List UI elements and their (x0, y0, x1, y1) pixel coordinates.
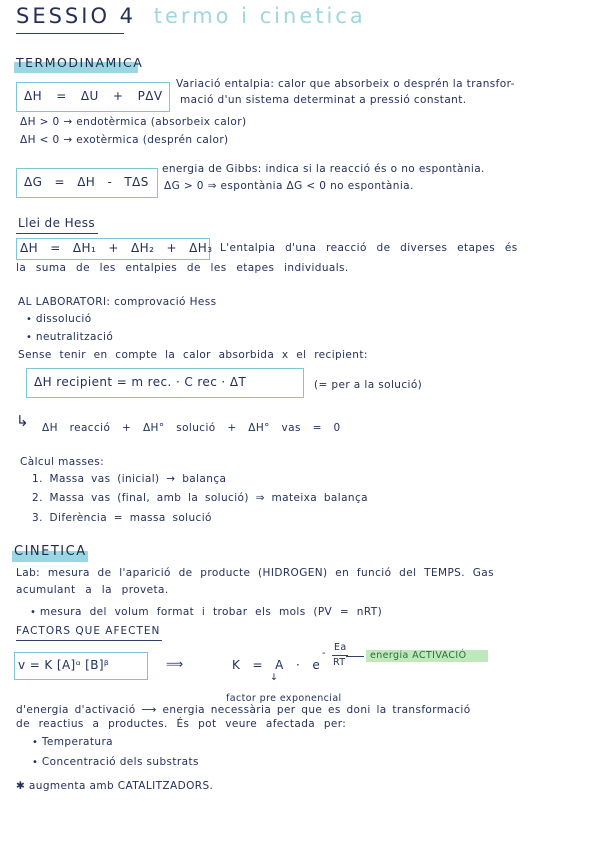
bullet-dot-icon: • (32, 737, 42, 748)
factor-concentration (32, 756, 199, 768)
energy-activation-label: energia ACTIVACIÓ (370, 650, 467, 661)
session-title (16, 4, 366, 28)
factor-temperature-text: Temperatura (41, 736, 114, 748)
cinetica-heading: CINETICA (14, 544, 87, 559)
prefactor-arrow-icon: ↓ (270, 672, 279, 683)
title-underline (16, 33, 124, 34)
bullet-dot-icon: • (26, 314, 36, 325)
session-label: SESSIO 4 (16, 4, 137, 28)
cinetica-bullet (30, 606, 382, 618)
termo-heading: TERMODINAMICA (16, 55, 144, 70)
bullet-dot-icon: • (32, 757, 42, 768)
bullet-dot-icon: • (26, 332, 36, 343)
hess-underline (16, 233, 98, 234)
masses-heading: Càlcul masses: (20, 456, 105, 468)
hess-formula: ΔH = ΔH₁ + ΔH₂ + ΔH₃ (20, 241, 213, 255)
mass-step-3: 3. Diferència = massa solució (32, 512, 212, 524)
arrow-hook-icon: ↳ (16, 412, 29, 430)
recipient-formula: ΔH recipient = m rec. · C rec · ΔT (34, 375, 247, 389)
gibbs-desc: energia de Gibbs: indica si la reacció és o no espontània. (162, 163, 485, 175)
factors-heading: FACTORS QUE AFECTEN (16, 625, 161, 637)
dh-desc-2: mació d'un sistema determinat a pressió constant. (180, 94, 467, 106)
hess-desc-1: L'entalpia d'una reacció de diverses etapes és (220, 242, 518, 254)
lab-bullet-dissolution (26, 313, 92, 325)
gibbs-formula: ΔG = ΔH - TΔS (24, 175, 149, 189)
lab-bullet-1-text: dissolució (35, 313, 92, 325)
hess-heading: Llei de Hess (18, 216, 96, 230)
recipient-note-line: Sense tenir en compte la calor absorbida x el recipient: (18, 349, 368, 361)
cinetica-bullet-text: mesura del volum format i trobar els mols (PV = nRT) (39, 606, 383, 618)
prefactor-label: factor pre exponencial (226, 693, 342, 704)
dh-desc-1: Variació entalpia: calor que absorbeix o desprén la transfor- (176, 78, 515, 90)
reaction-balance-formula: ΔH reacció + ΔH° solució + ΔH° vas = 0 (42, 422, 341, 434)
energy-arrow-line (346, 656, 364, 657)
factors-underline (16, 640, 162, 641)
recipient-formula-note: (= per a la solució) (314, 379, 423, 391)
exponent-denominator: RT (333, 657, 346, 668)
mass-step-2: 2. Massa vas (final, amb la solució) ⇒ mateixa balança (32, 492, 368, 504)
hess-desc-2: la suma de les entalpies de les etapes individuals. (16, 262, 349, 274)
factor-concentration-text: Concentració dels substrats (41, 756, 199, 768)
lab-bullet-2-text: neutralització (35, 331, 114, 343)
endothermic-line: ΔH > 0 → endotèrmica (absorbeix calor) (20, 116, 247, 128)
implies-arrow-icon: ⟹ (166, 657, 184, 671)
activation-desc-2: de reactius a productes. És pot veure afectada per: (16, 718, 347, 730)
dh-formula: ΔH = ΔU + PΔV (24, 89, 163, 103)
exponent-sign: - (322, 648, 326, 659)
rate-equation: v = K [A]ᵅ [B]ᵝ (18, 658, 110, 672)
cinetica-lab-2: acumulant a la proveta. (16, 584, 169, 596)
arrhenius-equation: K = A · e (232, 658, 321, 672)
gibbs-conditions: ΔG > 0 ⇒ espontània ΔG < 0 no espontània. (164, 180, 414, 192)
exothermic-line: ΔH < 0 → exotèrmica (desprén calor) (20, 134, 229, 146)
session-topic: termo i cinetica (153, 4, 366, 28)
mass-step-1: 1. Massa vas (inicial) → balança (32, 473, 227, 485)
lab-bullet-neutralization (26, 331, 113, 343)
exponent-numerator: Ea (334, 642, 347, 653)
factor-temperature (32, 736, 113, 748)
bullet-dot-icon: • (30, 607, 40, 618)
catalysts-note: ✱ augmenta amb CATALITZADORS. (16, 780, 214, 792)
lab-hess: AL LABORATORI: comprovació Hess (18, 296, 217, 308)
activation-desc-1: d'energia d'activació ⟶ energia necessària per que es doni la transformació (16, 704, 471, 716)
cinetica-lab-1: Lab: mesura de l'aparició de producte (HIDROGEN) en funció del TEMPS. Gas (16, 567, 494, 579)
